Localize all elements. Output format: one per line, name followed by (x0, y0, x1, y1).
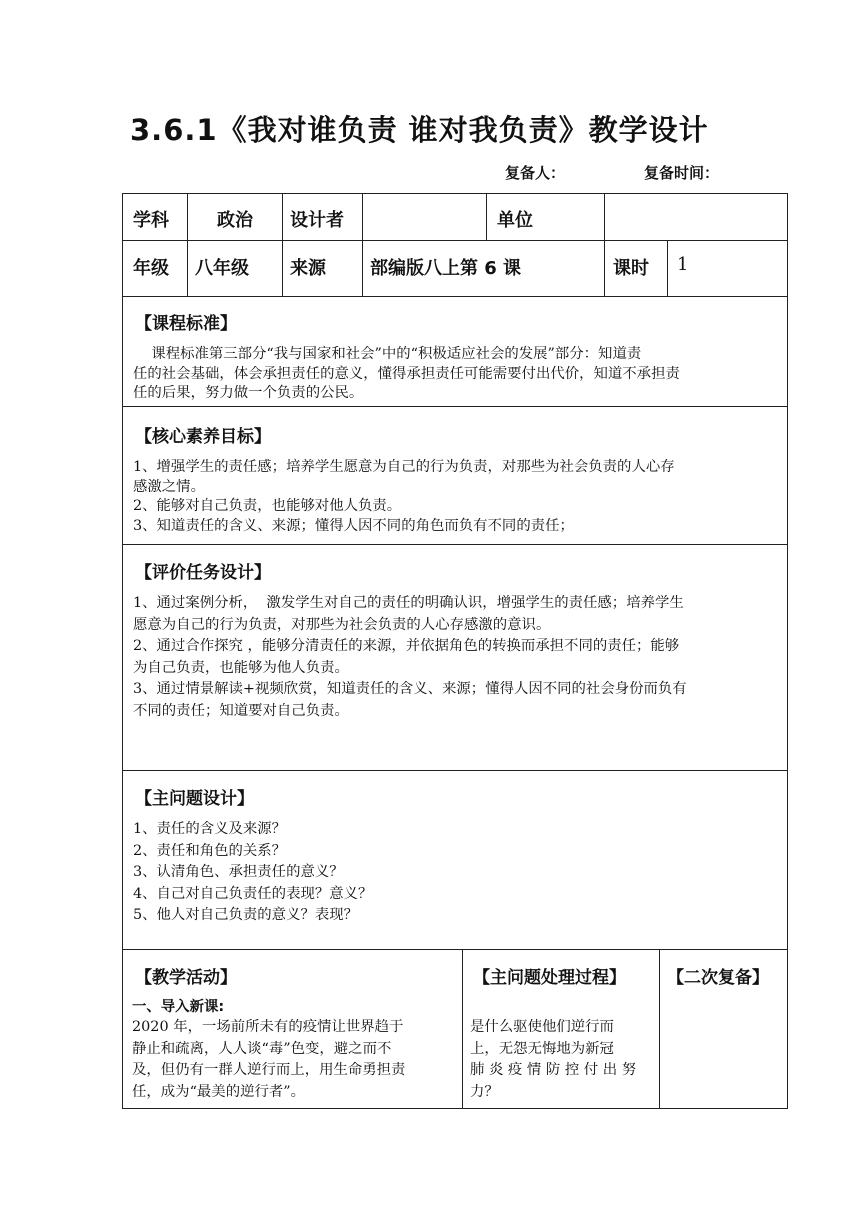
col-divider (659, 949, 660, 1108)
text-line: 1、增强学生的责任感；培养学生愿意为自己的行为负责，对那些为社会负责的人心存 (133, 459, 675, 475)
period-label: 课时 (613, 258, 649, 279)
process-text (470, 1017, 636, 1103)
text-line: 不同的责任；知道要对自己负责。 (133, 702, 349, 719)
text-line: 任的社会基础，体会承担责任的意义，懂得承担责任可能需要付出代价，知道不承担责 (133, 365, 680, 382)
grade-value: 八年级 (195, 258, 249, 279)
grade-label: 年级 (133, 258, 169, 279)
list-item: 1、责任的含义及来源？ (133, 821, 287, 837)
text-line: 2、通过合作探究 ，能够分清责任的来源，并依据角色的转换而承担不同的责任；能够 (133, 638, 680, 654)
reviewer-label: 复备人： (505, 164, 566, 182)
col-divider (187, 194, 188, 296)
text-line: 力？ (470, 1083, 499, 1100)
intro-heading: 一、导入新课: (132, 999, 225, 1015)
list-item: 3、认清角色、承担责任的意义？ (133, 864, 344, 880)
list-item: 4、自己对自己负责任的表现？意义？ (133, 885, 373, 902)
row-divider (123, 240, 787, 241)
text-line: 任的后果，努力做一个负责的公民。 (133, 385, 364, 401)
text-line: 感激之情。 (133, 478, 205, 495)
text-line: 及，但仍有一群人逆行而上，用生命勇担责 (132, 1062, 406, 1078)
literacy-heading: 【核心素养目标】 (135, 427, 271, 447)
main-questions-list (133, 819, 781, 927)
activities-heading: 【教学活动】 (135, 968, 237, 988)
text-line: 任，成为“最美的逆行者”。 (132, 1083, 306, 1100)
review-time-label: 复备时间： (644, 164, 720, 182)
text-line: 1、通过案例分析， 激发学生对自己的责任的明确认识，增强学生的责任感；培养学生 (133, 595, 684, 611)
source-value: 部编版八上第 6 课 (370, 258, 522, 279)
col-divider (604, 194, 605, 296)
process-heading: 【主问题处理过程】 (473, 968, 626, 988)
col-divider (462, 949, 463, 1108)
row-divider (123, 770, 787, 771)
designer-label: 设计者 (290, 210, 344, 231)
row-divider (123, 296, 787, 297)
text-line: 3、通过情景解读+视频欣赏，知道责任的含义、来源；懂得人因不同的社会身份而负有 (133, 681, 687, 697)
text-line: 愿意为自己的行为负责，对那些为社会负责的人心存感激的意识。 (133, 616, 551, 633)
second-review-heading: 【二次复备】 (667, 968, 769, 988)
text-line: 静止和疏离，人人谈“毒”色变，避之而不 (132, 1040, 392, 1057)
intro-text (132, 1017, 405, 1103)
text-line: 3、知道责任的含义、来源；懂得人因不同的角色而负有不同的责任； (133, 517, 574, 534)
text-line: 上，无怨无悔地为新冠 (470, 1040, 614, 1057)
text-line: 2、能够对自己负责，也能够对他人负责。 (133, 498, 402, 514)
row-divider (123, 544, 787, 545)
curriculum-text (133, 345, 781, 404)
text-line: 课程标准第三部分“我与国家和社会”中的“积极适应社会的发展”部分：知道责 (133, 346, 642, 362)
source-label: 来源 (290, 258, 326, 279)
list-item: 5、他人对自己负责的意义？表现？ (133, 907, 359, 923)
col-divider (362, 194, 363, 296)
main-questions-heading: 【主问题设计】 (135, 789, 254, 809)
text-line: 是什么驱使他们逆行而 (470, 1019, 614, 1035)
period-value: 1 (677, 254, 689, 275)
unit-label: 单位 (497, 210, 533, 231)
page-title: 3.6.1《我对谁负责 谁对我负责》教学设计 (130, 113, 709, 147)
col-divider (282, 194, 283, 296)
row-divider (123, 406, 787, 407)
subject-value: 政治 (217, 210, 253, 231)
text-line: 2020 年，一场前所未有的疫情让世界趋于 (132, 1019, 404, 1035)
evaluation-text (133, 593, 781, 722)
col-divider (667, 240, 668, 296)
list-item: 2、责任和角色的关系？ (133, 842, 287, 859)
lesson-design-table (122, 193, 788, 1109)
text-line: 肺 炎 疫 情 防 控 付 出 努 (470, 1062, 637, 1078)
col-divider (486, 194, 487, 240)
literacy-text (133, 458, 781, 536)
evaluation-heading: 【评价任务设计】 (135, 563, 271, 583)
curriculum-heading: 【课程标准】 (135, 314, 237, 334)
text-line: 为自己负责，也能够为他人负责。 (133, 659, 349, 676)
subject-label: 学科 (133, 210, 169, 231)
row-divider (123, 949, 787, 950)
